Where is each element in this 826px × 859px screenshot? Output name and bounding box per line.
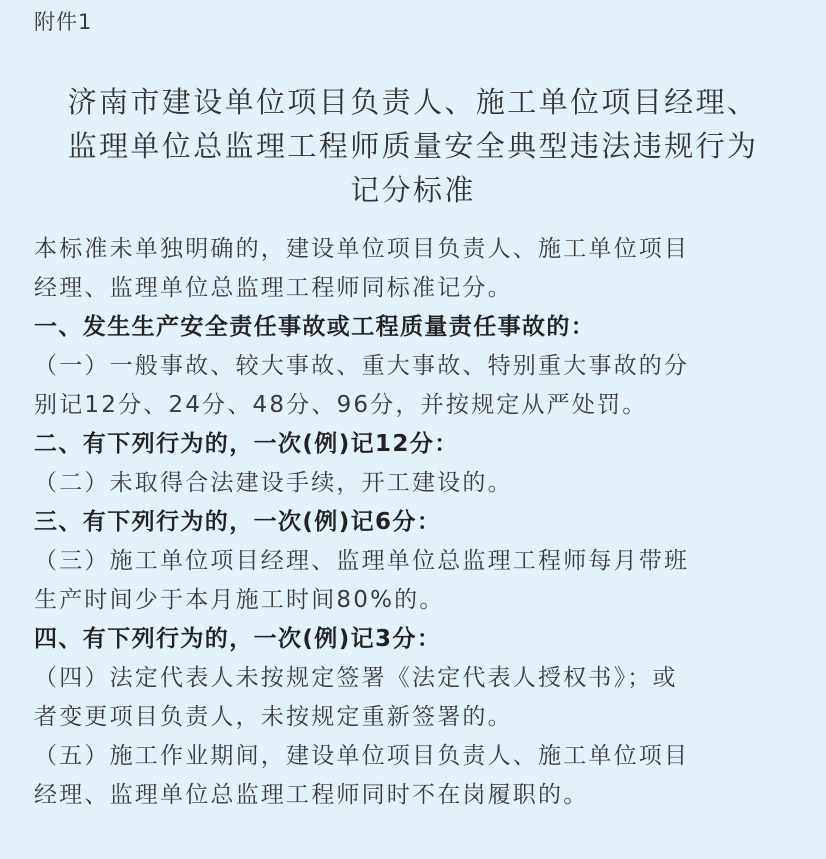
section-heading: 二、有下列行为的，一次(例)记12分： [34,431,459,457]
document-body [34,230,794,815]
section-heading: 三、有下列行为的，一次(例)记6分： [34,509,442,535]
title-line-3: 记分标准 [350,173,476,207]
title-line-1: 济南市建设单位项目负责人、施工单位项目经理、 [67,85,759,119]
body-line: 经理、监理单位总监理工程师同时不在岗履职的。 [34,782,589,808]
title-line-2: 监理单位总监理工程师质量安全典型违法违规行为 [67,129,759,163]
body-line: （五）施工作业期间，建设单位项目负责人、施工单位项目 [34,743,690,769]
body-line: 者变更项目负责人，未按规定重新签署的。 [34,704,513,730]
body-line: 别记12分、24分、48分、96分，并按规定从严处罚。 [34,392,648,418]
body-line: 本标准未单独明确的，建设单位项目负责人、施工单位项目 [34,236,690,262]
body-line: 经理、监理单位总监理工程师同标准记分。 [34,275,513,301]
body-line: （四）法定代表人未按规定签署《法定代表人授权书》；或 [34,665,678,691]
body-line: （一）一般事故、较大事故、重大事故、特别重大事故的分 [34,353,690,379]
document-title [30,80,796,212]
body-line: （二）未取得合法建设手续，开工建设的。 [34,470,513,496]
section-heading: 四、有下列行为的，一次(例)记3分： [34,626,442,652]
attachment-label: 附件1 [34,10,93,34]
body-line: （三）施工单位项目经理、监理单位总监理工程师每月带班 [34,548,690,574]
body-line: 生产时间少于本月施工时间80%的。 [34,587,445,613]
section-heading: 一、发生生产安全责任事故或工程质量责任事故的： [34,314,596,340]
